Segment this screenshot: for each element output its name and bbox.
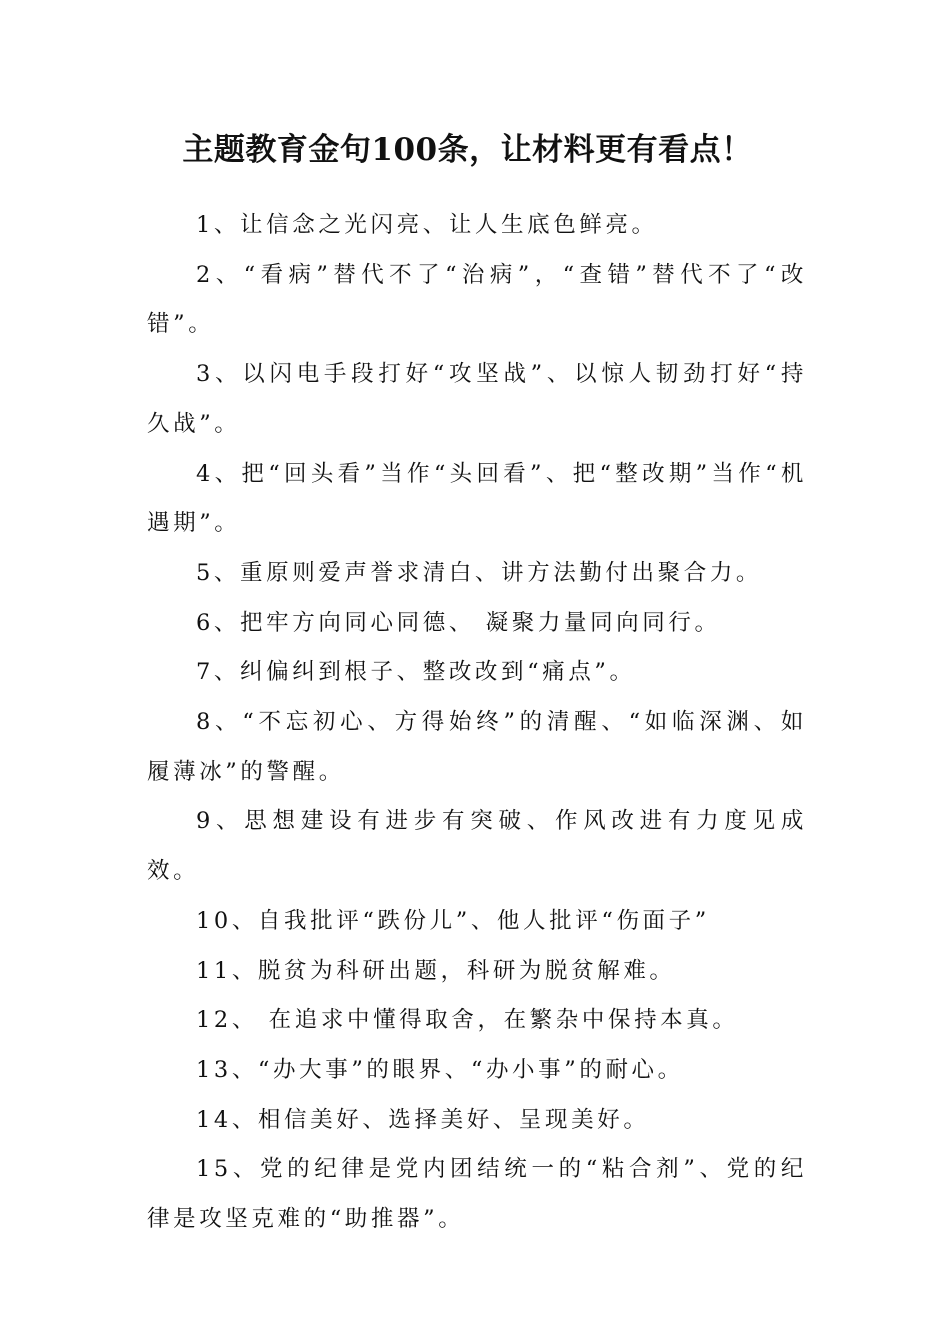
list-item: 2、“看病”替代不了“治病”，“查错”替代不了“改错”。 xyxy=(147,261,807,338)
list-item: 7、纠偏纠到根子、整改改到“痛点”。 xyxy=(196,659,636,686)
document-title: 主题教育金句100条，让材料更有看点！ xyxy=(182,132,753,168)
list-item: 1、让信念之光闪亮、让人生底色鲜亮。 xyxy=(196,212,658,238)
list-item: 6、把牢方向同心同德、 凝聚力量同向同行。 xyxy=(196,609,721,636)
list-item: 9、思想建设有进步有突破、作风改进有力度见成效。 xyxy=(147,808,807,885)
document-body xyxy=(147,201,807,1245)
list-item: 8、“不忘初心、方得始终”的清醒、“如临深渊、如履薄冰”的警醒。 xyxy=(147,709,807,785)
list-item: 12、 在追求中懂得取舍，在繁杂中保持本真。 xyxy=(196,1007,739,1034)
list-item: 3、以闪电手段打好“攻坚战”、以惊人韧劲打好“持久战”。 xyxy=(147,361,807,437)
list-item: 15、党的纪律是党内团结统一的“粘合剂”、党的纪律是攻坚克难的“助推器”。 xyxy=(147,1156,807,1233)
list-item: 14、相信美好、选择美好、呈现美好。 xyxy=(196,1106,650,1133)
list-item: 4、把“回头看”当作“头回看”、把“整改期”当作“机遇期”。 xyxy=(147,460,807,537)
list-item: 10、自我批评“跌份儿”、他人批评“伤面子” xyxy=(196,907,710,934)
list-item: 13、“办大事”的眼界、“办小事”的耐心。 xyxy=(196,1056,684,1083)
list-item: 5、重原则爱声誉求清白、讲方法勤付出聚合力。 xyxy=(196,559,763,586)
list-item: 11、脱贫为科研出题，科研为脱贫解难。 xyxy=(196,957,676,984)
